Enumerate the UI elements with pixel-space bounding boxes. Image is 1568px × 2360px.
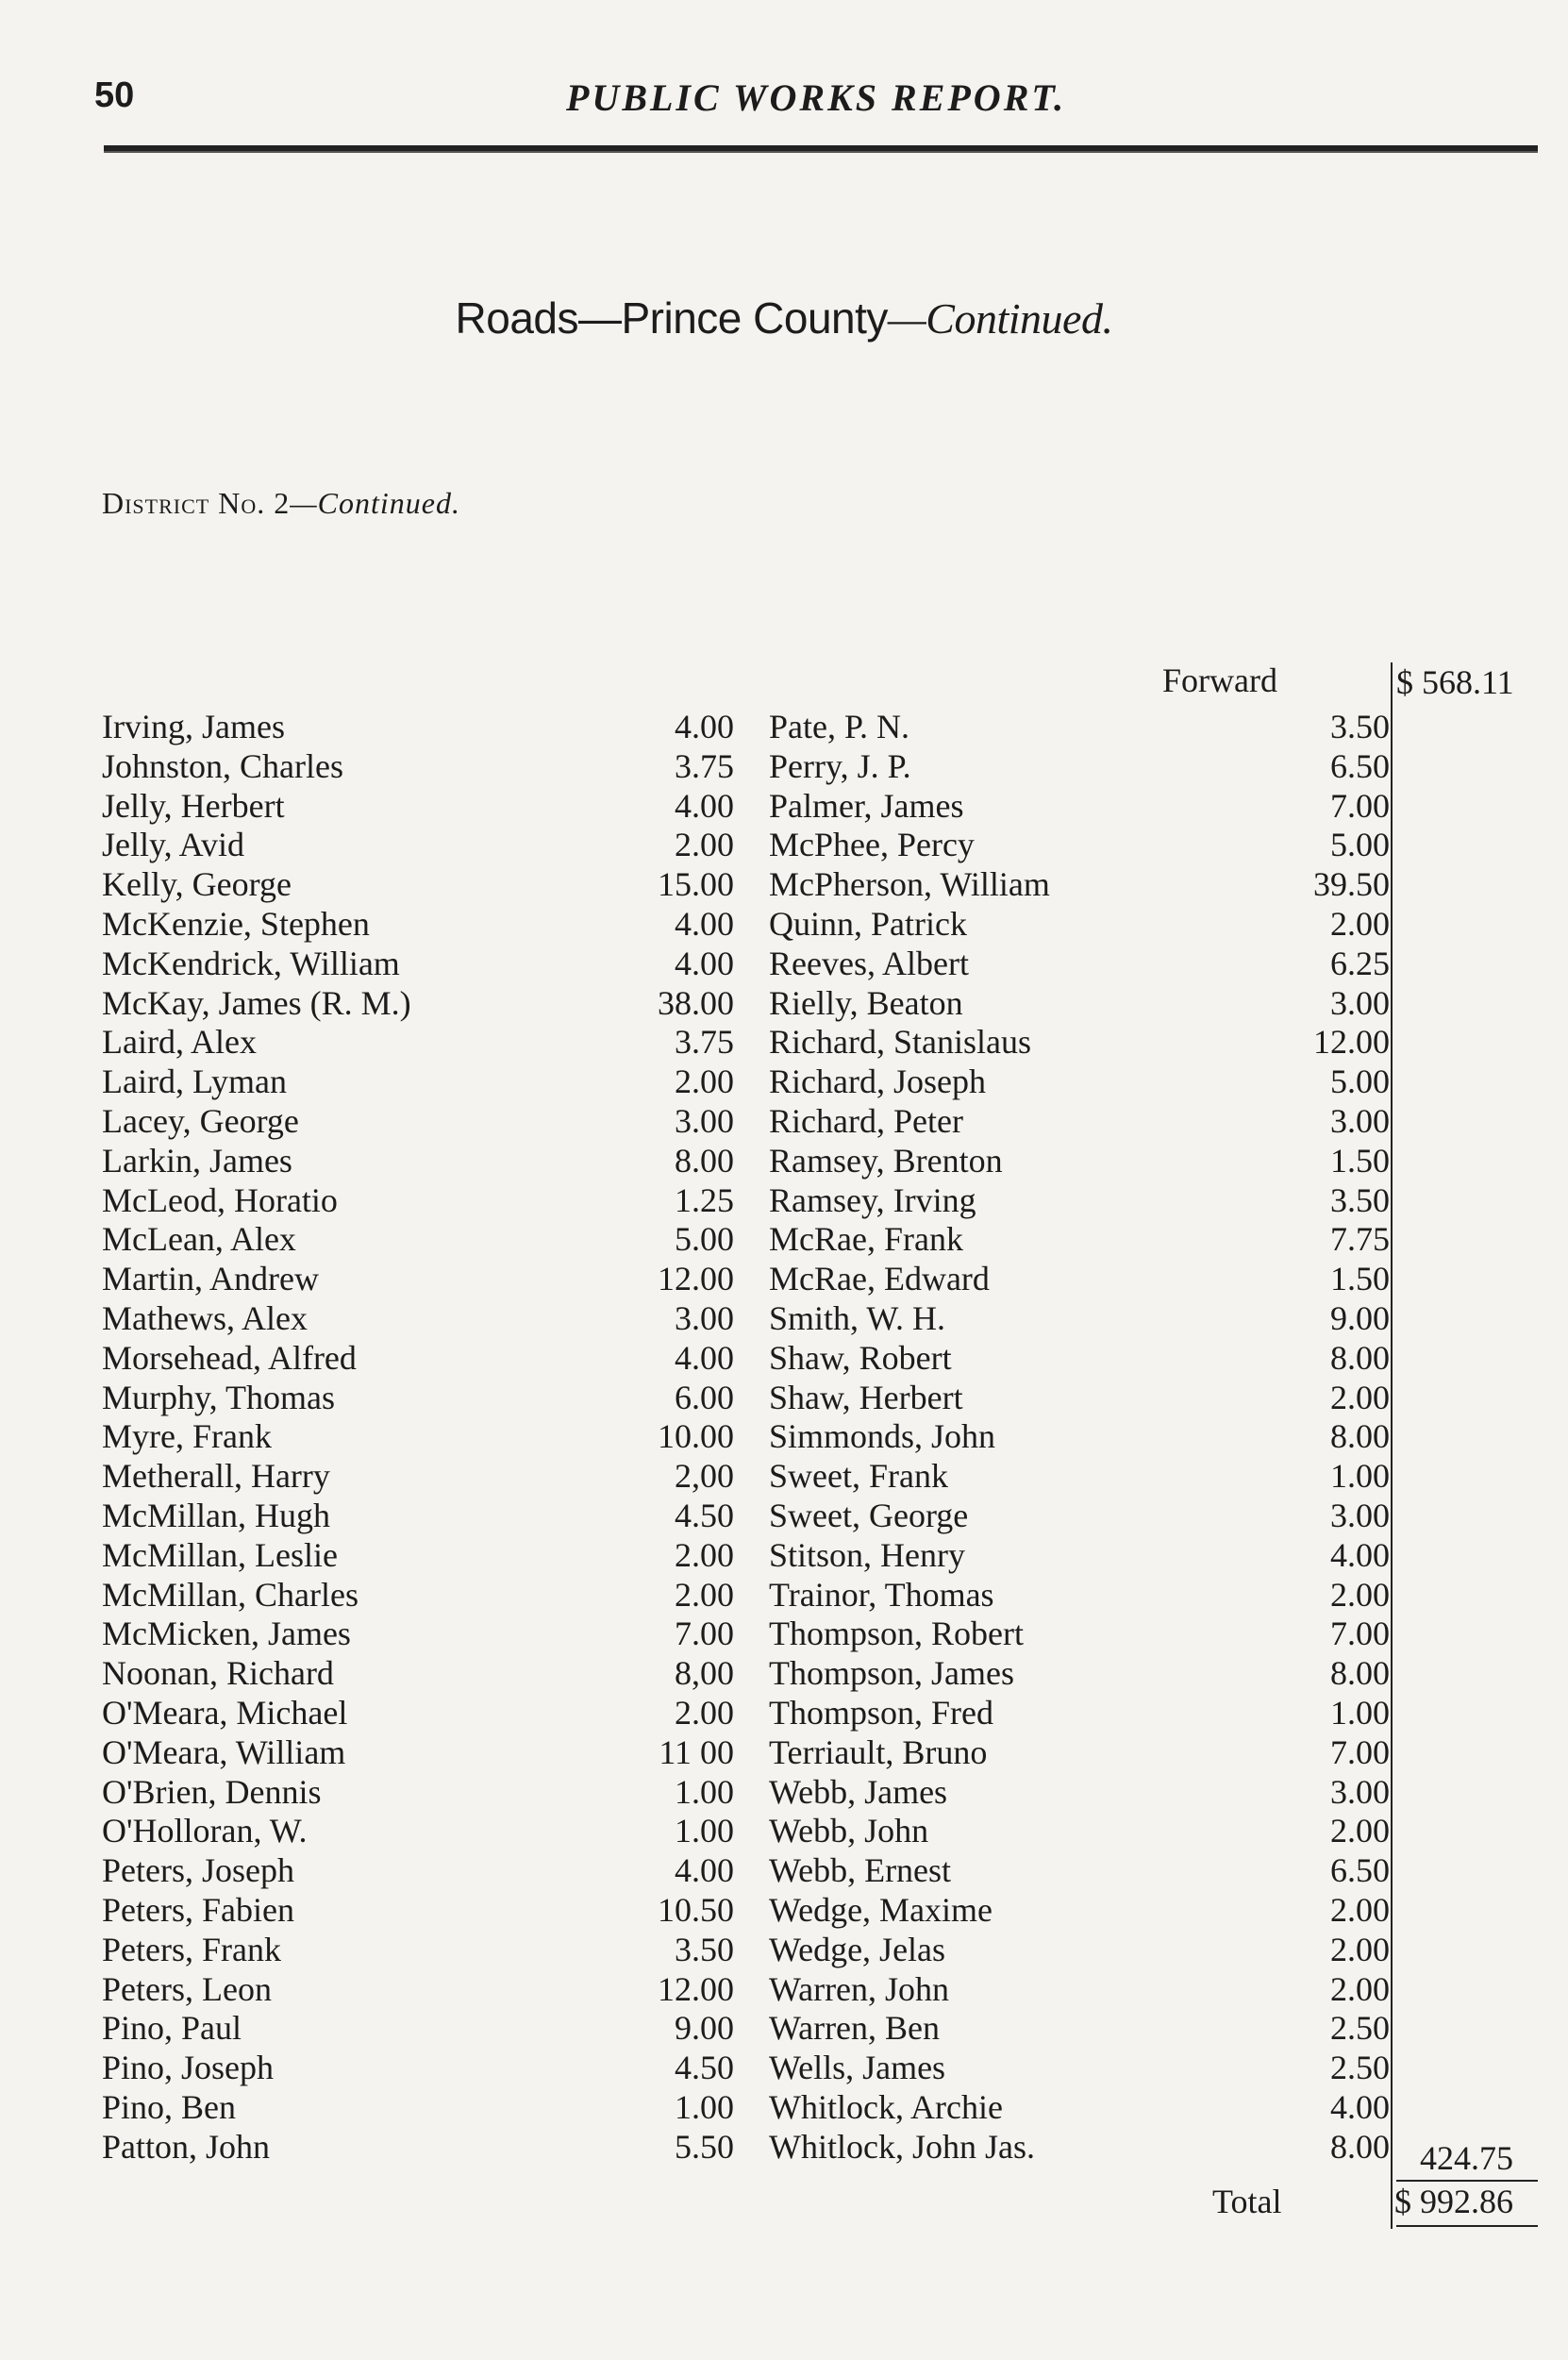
entry-row (102, 1102, 734, 1142)
entry-name: Richard, Joseph (769, 1063, 986, 1101)
entry-row (769, 1299, 1390, 1339)
section-title-text: Roads—Prince County (455, 293, 888, 343)
entry-name: McMicken, James (102, 1615, 351, 1653)
entry-amount: 38.00 (658, 983, 734, 1022)
entry-row (769, 1260, 1390, 1299)
entry-name: Richard, Peter (769, 1101, 963, 1140)
entry-row (102, 787, 734, 827)
entry-amount: 6.50 (1330, 746, 1390, 785)
entry-amount: 2.00 (1330, 1969, 1390, 2008)
entry-row (769, 1142, 1390, 1181)
entry-name: McMillan, Hugh (102, 1496, 330, 1534)
entry-amount: 1.00 (675, 2087, 734, 2126)
entry-name: Webb, Ernest (769, 1851, 952, 1890)
entry-amount: 3.75 (675, 746, 734, 785)
entry-row (102, 1260, 734, 1299)
entry-name: Patton, John (102, 2127, 271, 2166)
entry-name: Peters, Frank (102, 1930, 281, 1968)
entry-amount: 5.50 (675, 2127, 734, 2166)
entry-row (102, 2009, 734, 2049)
entry-name: Pate, P. N. (769, 708, 910, 745)
entry-row (769, 1970, 1390, 2010)
entry-amount: 2.00 (1330, 1812, 1390, 1850)
entry-row (102, 1733, 734, 1773)
total-label: Total (1212, 2183, 1282, 2220)
entry-amount: 4.00 (675, 944, 734, 982)
entry-row (769, 1812, 1390, 1851)
entry-amount: 4.50 (675, 1496, 734, 1534)
entry-amount: 1.50 (1330, 1260, 1390, 1298)
entry-amount: 5.00 (1330, 1063, 1390, 1101)
entry-amount: 3.00 (675, 1298, 734, 1337)
entry-amount: 3.00 (1330, 1496, 1390, 1534)
entry-row (769, 984, 1390, 1024)
entry-name: Reeves, Albert (769, 944, 969, 982)
entry-row (102, 1851, 734, 1891)
entry-amount: 4.00 (675, 904, 734, 943)
entry-row (102, 1181, 734, 1221)
entry-row (102, 747, 734, 787)
entry-name: McKenzie, Stephen (102, 904, 370, 943)
entry-row (102, 2088, 734, 2128)
entry-row (102, 1299, 734, 1339)
entry-amount: 6.00 (675, 1378, 734, 1416)
entry-row (102, 1339, 734, 1379)
entry-name: Johnston, Charles (102, 746, 343, 785)
entry-row (769, 1891, 1390, 1931)
running-header (0, 75, 1568, 123)
entry-amount: 2.00 (1330, 1378, 1390, 1416)
entry-name: Murphy, Thomas (102, 1378, 335, 1416)
entry-row (102, 1023, 734, 1063)
entry-amount: 4.00 (675, 708, 734, 745)
entry-row (102, 1379, 734, 1418)
entry-name: McPherson, William (769, 865, 1050, 904)
entry-row (769, 2009, 1390, 2049)
entry-amount: 5.00 (1330, 826, 1390, 864)
entry-amount: 2.00 (1330, 1890, 1390, 1929)
entry-amount: 4.00 (675, 1851, 734, 1890)
entry-row (769, 1654, 1390, 1694)
entry-name: Peters, Fabien (102, 1890, 294, 1929)
entry-amount: 8.00 (675, 1141, 734, 1180)
entry-row (769, 2128, 1390, 2168)
entry-amount: 3.00 (675, 1101, 734, 1140)
entry-name: Warren, John (769, 1969, 950, 2008)
entry-row (769, 1220, 1390, 1260)
entry-name: Shaw, Robert (769, 1338, 952, 1377)
entry-amount: 9.00 (675, 2009, 734, 2048)
entry-amount: 8.00 (1330, 1417, 1390, 1456)
entry-name: Pino, Joseph (102, 2049, 275, 2087)
entry-name: Whitlock, Archie (769, 2087, 1003, 2126)
entry-row (102, 1536, 734, 1576)
entry-amount: 7.00 (1330, 1615, 1390, 1653)
entry-name: Morsehead, Alfred (102, 1338, 357, 1377)
entry-row (769, 1339, 1390, 1379)
entry-row (769, 1023, 1390, 1063)
entry-name: Terriault, Bruno (769, 1732, 988, 1771)
entry-name: Laird, Lyman (102, 1063, 287, 1101)
entry-name: Jelly, Herbert (102, 786, 285, 825)
entry-name: O'Meara, William (102, 1732, 346, 1771)
entry-name: Kelly, George (102, 865, 292, 904)
entry-row (102, 1142, 734, 1181)
entry-name: O'Meara, Michael (102, 1693, 348, 1732)
entry-row (769, 945, 1390, 984)
subtotal-amount: 424.75 (1420, 2139, 1513, 2177)
entry-row (102, 1457, 734, 1497)
entry-name: Simmonds, John (769, 1417, 996, 1456)
entry-row (102, 1063, 734, 1102)
entry-name: Webb, John (769, 1812, 929, 1850)
entry-row (769, 1379, 1390, 1418)
entry-name: Wedge, Jelas (769, 1930, 946, 1968)
entry-name: Thompson, Robert (769, 1615, 1024, 1653)
entry-name: Perry, J. P. (769, 746, 911, 785)
entry-row (769, 1773, 1390, 1813)
entry-row (102, 1615, 734, 1654)
entry-amount: 2.50 (1330, 2009, 1390, 2048)
entry-amount: 7.00 (675, 1615, 734, 1653)
entry-row (769, 1457, 1390, 1497)
entry-amount: 2.00 (1330, 1930, 1390, 1968)
entry-name: O'Holloran, W. (102, 1812, 308, 1850)
entry-row (769, 747, 1390, 787)
entry-amount: 12.00 (658, 1260, 734, 1298)
entry-name: McKendrick, William (102, 944, 400, 982)
entry-amount: 8.00 (1330, 2127, 1390, 2166)
header-rule (104, 145, 1538, 153)
entry-row (769, 2088, 1390, 2128)
entry-amount: 7.75 (1330, 1220, 1390, 1259)
entry-amount: 3.00 (1330, 1101, 1390, 1140)
entry-amount: 3.50 (1330, 1180, 1390, 1219)
entry-name: Sweet, Frank (769, 1457, 948, 1496)
entry-name: Peters, Leon (102, 1969, 272, 2008)
section-title (0, 293, 1568, 343)
entry-name: Warren, Ben (769, 2009, 941, 2048)
entry-name: Jelly, Avid (102, 826, 244, 864)
entry-amount: 3.75 (675, 1023, 734, 1062)
entry-row (769, 1733, 1390, 1773)
entry-amount: 3.00 (1330, 983, 1390, 1022)
entry-row (102, 1417, 734, 1457)
entry-row (102, 1220, 734, 1260)
total-amount: $ 992.86 (1394, 2183, 1513, 2220)
entry-amount: 11 00 (659, 1732, 734, 1771)
entry-name: Wedge, Maxime (769, 1890, 993, 1929)
report-title: PUBLIC WORKS REPORT. (566, 76, 1067, 119)
entry-amount: 2.00 (675, 1535, 734, 1574)
district-label: District No. (102, 486, 266, 520)
entry-amount: 2.00 (1330, 1575, 1390, 1614)
entry-name: Stitson, Henry (769, 1535, 966, 1574)
entry-name: McMillan, Leslie (102, 1535, 338, 1574)
entry-name: Ramsey, Brenton (769, 1141, 1003, 1180)
entry-row (102, 826, 734, 865)
district-continued: —Continued. (290, 486, 460, 520)
entry-row (102, 2128, 734, 2168)
right-column (769, 708, 1390, 2167)
entry-amount: 7.00 (1330, 1732, 1390, 1771)
entry-row (102, 905, 734, 945)
entry-amount: 3.50 (1330, 708, 1390, 745)
entry-name: McRae, Frank (769, 1220, 963, 1259)
entry-name: Trainor, Thomas (769, 1575, 994, 1614)
entry-name: McRae, Edward (769, 1260, 990, 1298)
entry-name: Thompson, Fred (769, 1693, 993, 1732)
entry-row (102, 865, 734, 905)
entry-name: Mathews, Alex (102, 1298, 308, 1337)
entry-amount: 12.00 (1313, 1023, 1390, 1062)
entry-row (769, 865, 1390, 905)
entry-row (102, 1931, 734, 1970)
entry-amount: 2.50 (1330, 2049, 1390, 2087)
entry-amount: 4.00 (675, 1338, 734, 1377)
left-column (102, 708, 734, 2167)
entry-amount: 5.00 (675, 1220, 734, 1259)
entry-row (769, 1851, 1390, 1891)
entry-name: McMillan, Charles (102, 1575, 359, 1614)
entry-row (102, 1576, 734, 1615)
entry-amount: 10.50 (658, 1890, 734, 1929)
entry-amount: 2.00 (675, 1063, 734, 1101)
entry-amount: 10.00 (658, 1417, 734, 1456)
entry-amount: 4.00 (1330, 1535, 1390, 1574)
entry-row (769, 2049, 1390, 2088)
district-heading (102, 486, 460, 521)
entry-row (769, 1497, 1390, 1536)
district-number: 2 (274, 486, 291, 520)
entry-name: Peters, Joseph (102, 1851, 294, 1890)
entry-amount: 2.00 (675, 1693, 734, 1732)
forward-amount: $ 568.11 (1396, 663, 1514, 701)
entry-amount: 2.00 (675, 826, 734, 864)
entry-name: Pino, Paul (102, 2009, 242, 2048)
entry-row (102, 1654, 734, 1694)
entry-name: Laird, Alex (102, 1023, 257, 1062)
entry-name: Rielly, Beaton (769, 983, 963, 1022)
entry-row (769, 1536, 1390, 1576)
entry-amount: 1.50 (1330, 1141, 1390, 1180)
entry-amount: 8.00 (1330, 1338, 1390, 1377)
entry-amount: 1.00 (1330, 1693, 1390, 1732)
entry-row (102, 945, 734, 984)
entry-name: Richard, Stanislaus (769, 1023, 1031, 1062)
entry-row (769, 787, 1390, 827)
entry-name: Sweet, George (769, 1496, 969, 1534)
entry-row (769, 1931, 1390, 1970)
entry-amount: 3.50 (675, 1930, 734, 1968)
entry-amount: 1.00 (1330, 1457, 1390, 1496)
entry-amount: 15.00 (658, 865, 734, 904)
entry-amount: 4.00 (675, 786, 734, 825)
entry-row (769, 826, 1390, 865)
section-title-continued: —Continued. (887, 294, 1113, 343)
entry-row (769, 1102, 1390, 1142)
entry-name: Martin, Andrew (102, 1260, 319, 1298)
entry-row (769, 1417, 1390, 1457)
entry-row (769, 1576, 1390, 1615)
entry-amount: 1.00 (675, 1772, 734, 1811)
entry-name: Noonan, Richard (102, 1654, 334, 1693)
entry-row (102, 2049, 734, 2088)
entry-amount: 2.00 (1330, 904, 1390, 943)
page-number: 50 (94, 75, 135, 115)
entry-name: McPhee, Percy (769, 826, 975, 864)
entry-amount: 2.00 (675, 1575, 734, 1614)
entry-name: Whitlock, John Jas. (769, 2127, 1035, 2166)
entry-name: Thompson, James (769, 1654, 1014, 1693)
entry-amount: 7.00 (1330, 786, 1390, 825)
entry-name: Pino, Ben (102, 2087, 237, 2126)
entry-name: O'Brien, Dennis (102, 1772, 322, 1811)
entry-amount: 6.25 (1330, 944, 1390, 982)
entry-amount: 1.00 (675, 1812, 734, 1850)
entry-row (769, 1063, 1390, 1102)
entry-amount: 8.00 (1330, 1654, 1390, 1693)
entry-name: Larkin, James (102, 1141, 292, 1180)
entry-amount: 1.25 (675, 1180, 734, 1219)
entry-amount: 4.00 (1330, 2087, 1390, 2126)
entry-row (102, 1497, 734, 1536)
entry-name: Ramsey, Irving (769, 1180, 976, 1219)
entry-row (769, 1694, 1390, 1733)
entry-name: Metherall, Harry (102, 1457, 330, 1496)
entry-amount: 8,00 (675, 1654, 734, 1693)
entry-row (102, 708, 734, 747)
entry-name: McLeod, Horatio (102, 1180, 338, 1219)
entry-row (769, 1181, 1390, 1221)
entry-amount: 9.00 (1330, 1298, 1390, 1337)
entry-row (769, 1615, 1390, 1654)
entry-row (102, 1694, 734, 1733)
entry-amount: 3.00 (1330, 1772, 1390, 1811)
entry-amount: 2,00 (675, 1457, 734, 1496)
entry-name: Palmer, James (769, 786, 964, 825)
entry-name: Quinn, Patrick (769, 904, 967, 943)
entry-name: Shaw, Herbert (769, 1378, 963, 1416)
entry-row (102, 1773, 734, 1813)
entry-row (769, 905, 1390, 945)
entry-row (769, 708, 1390, 747)
entry-row (102, 1970, 734, 2010)
entry-amount: 4.50 (675, 2049, 734, 2087)
entry-name: Irving, James (102, 708, 285, 745)
entry-name: Wells, James (769, 2049, 946, 2087)
entry-name: McKay, James (R. M.) (102, 983, 411, 1022)
entry-name: Myre, Frank (102, 1417, 272, 1456)
forward-label: Forward (1162, 661, 1277, 699)
entry-name: McLean, Alex (102, 1220, 296, 1259)
entry-name: Webb, James (769, 1772, 948, 1811)
entry-row (102, 1891, 734, 1931)
total-rule (1396, 2225, 1538, 2227)
entry-row (102, 1812, 734, 1851)
entry-amount: 12.00 (658, 1969, 734, 2008)
entry-amount: 39.50 (1313, 865, 1390, 904)
entry-name: Smith, W. H. (769, 1298, 946, 1337)
entry-row (102, 984, 734, 1024)
entry-name: Lacey, George (102, 1101, 299, 1140)
entry-amount: 6.50 (1330, 1851, 1390, 1890)
amount-column-rule (1391, 662, 1393, 2229)
